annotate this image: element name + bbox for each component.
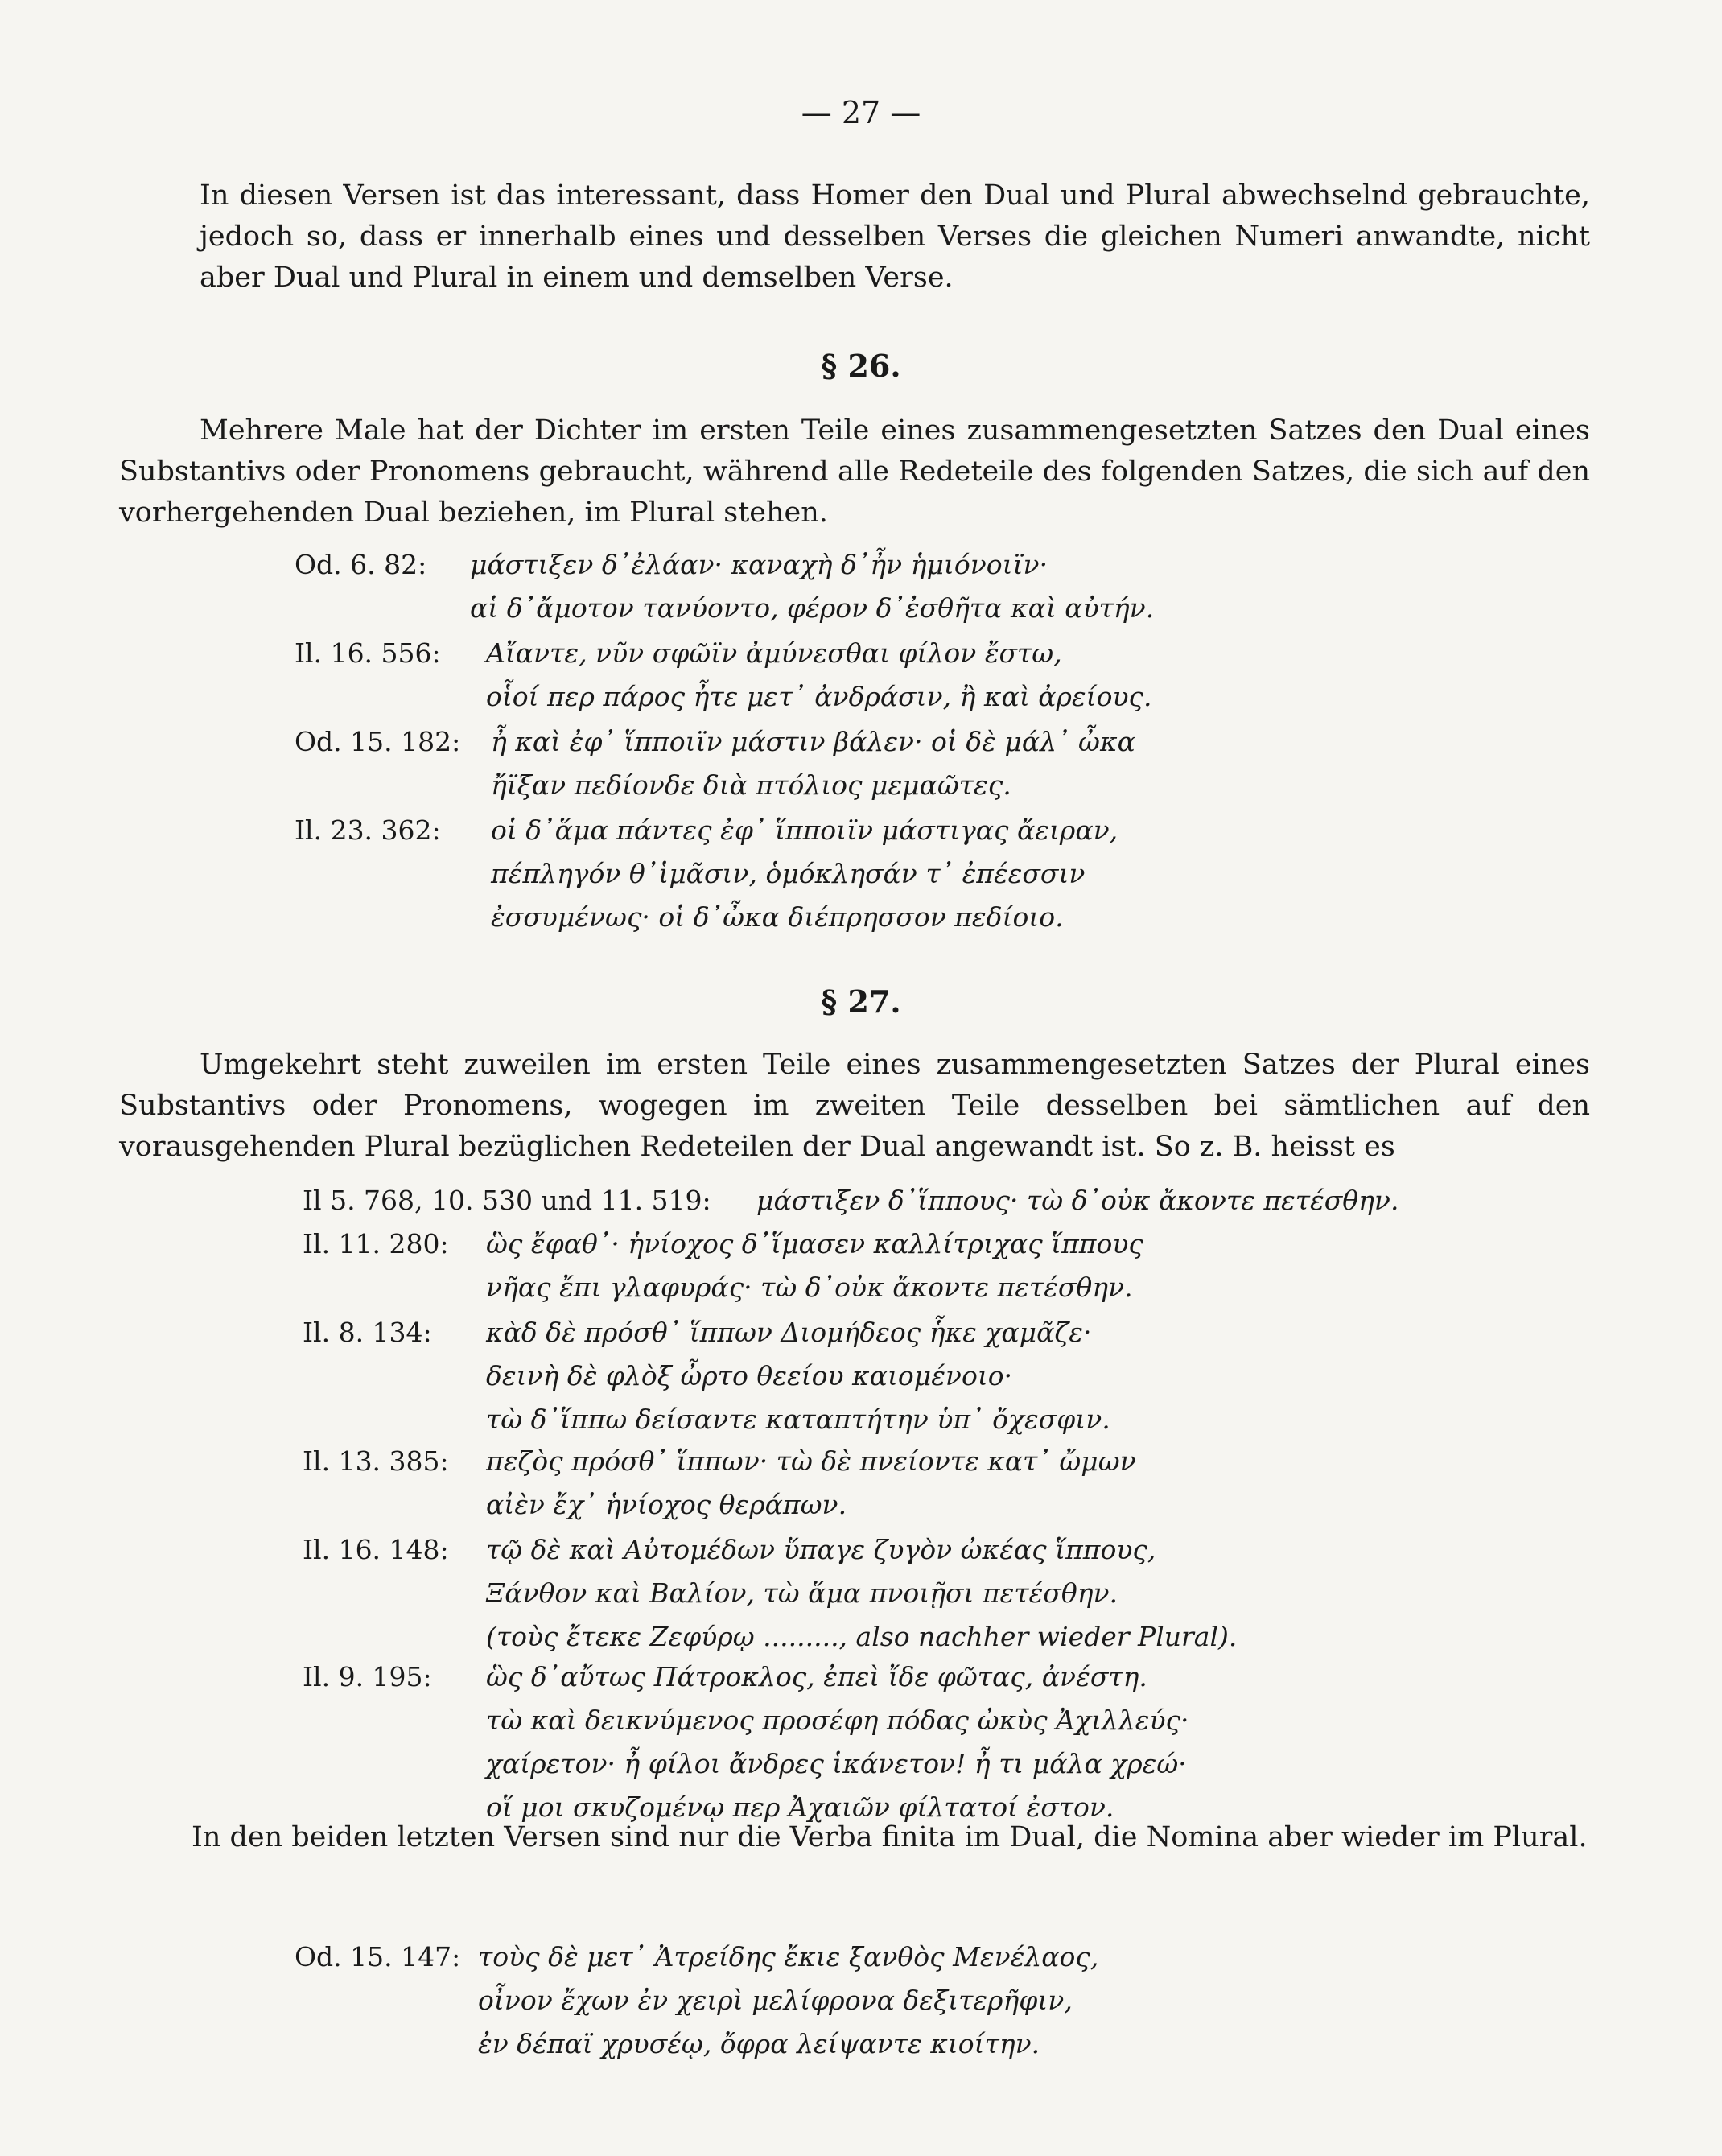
verse-line: χαίρετον· ἦ φίλοι ἄνδρες ἱκάνετον! ἦ τι μάλα χρεώ· xyxy=(486,1748,1187,1779)
section-26-heading: § 26. xyxy=(821,348,901,384)
verse-reference: Il. 11. 280: xyxy=(303,1228,449,1259)
page-number: — 27 — xyxy=(801,95,921,130)
verse-line: αἱ δ᾽ἄμοτον τανύοντο, φέρον δ᾽ἐσθῆτα καὶ αὐτήν. xyxy=(470,592,1155,624)
section-27-paragraph: Umgekehrt steht zuweilen im ersten Teile eines zusammengesetzten Satzes der Plural eines Substantivs oder Pronomens, wogegen im zweiten Teile desselben bei sämtlichen auf den vorausgehenden Plural bezüglichen Redeteilen der Dual angewandt ist. So z. B. heisst es xyxy=(119,1049,1590,1163)
verse-line: μάστιξεν δ᾽ἐλάαν· καναχὴ δ᾽ἦν ἡμιόνοιϊν· xyxy=(470,549,1048,580)
verse-line: τὼ καὶ δεικνύμενος προσέφη πόδας ὠκὺς Ἀχιλλεύς· xyxy=(486,1705,1189,1736)
verse-line: οἶνον ἔχων ἐν χειρὶ μελίφρονα δεξιτερῆφιν, xyxy=(478,1985,1073,2016)
verse-reference: Il. 9. 195: xyxy=(303,1661,432,1692)
verse-line: τοὺς δὲ μετ᾽ Ἀτρείδης ἔκιε ξανθὸς Μενέλαος, xyxy=(478,1941,1099,1973)
verse-line: οἵ μοι σκυζομένῳ περ Ἀχαιῶν φίλτατοί ἐστον. xyxy=(486,1791,1114,1823)
verse-line: αἰὲν ἔχ᾽ ἡνίοχος θεράπων. xyxy=(486,1489,847,1520)
verse-reference: Il. 13. 385: xyxy=(303,1445,449,1477)
verse-line: Ξάνθον καὶ Βαλίον, τὼ ἅμα πνοιῇσι πετέσθην. xyxy=(486,1577,1118,1609)
verse-line: οἱ δ᾽ἅμα πάντες ἐφ᾽ ἵπποιϊν μάστιγας ἄειραν, xyxy=(491,814,1118,846)
verse-line: Αἴαντε, νῦν σφῶϊν ἀμύνεσθαι φίλον ἔστω, xyxy=(486,637,1062,669)
verse-line: κὰδ δὲ πρόσθ᾽ ἵππων Διομήδεος ἧκε χαμᾶζε· xyxy=(486,1317,1092,1348)
verse-reference: Od. 6. 82: xyxy=(295,549,427,580)
verse-reference: Il 5. 768, 10. 530 und 11. 519: xyxy=(303,1185,711,1216)
verse-line: μάστιξεν δ᾽ἵππους· τὼ δ᾽οὐκ ἄκοντε πετέσθην. xyxy=(756,1185,1399,1216)
verse-line: ἦ καὶ ἐφ᾽ ἵπποιϊν μάστιν βάλεν· οἱ δὲ μάλ᾽ ὦκα xyxy=(491,726,1135,757)
verse-reference: Od. 15. 147: xyxy=(295,1941,461,1973)
verse-line: (τοὺς ἔτεκε Ζεφύρῳ ........., also nachher wieder Plural). xyxy=(486,1621,1238,1652)
verse-reference: Il. 16. 556: xyxy=(295,637,441,669)
verse-line: πέπληγόν θ᾽ἱμᾶσιν, ὁμόκλησάν τ᾽ ἐπέεσσιν xyxy=(491,858,1086,889)
section-27-heading: § 27. xyxy=(821,983,901,1020)
verse-line: νῆας ἔπι γλαφυράς· τὼ δ᾽οὐκ ἄκοντε πετέσθην. xyxy=(486,1272,1133,1303)
verse-line: οἷοί περ πάρος ἦτε μετ᾽ ἀνδράσιν, ἢ καὶ ἀρείους. xyxy=(486,681,1152,712)
closing-paragraph: In den beiden letzten Versen sind nur die Verba finita im Dual, die Nomina aber wieder im Plural. xyxy=(192,1821,1588,1853)
verse-line: ἐν δέπαϊ χρυσέῳ, ὄφρα λείψαντε κιοίτην. xyxy=(478,2028,1040,2059)
verse-reference: Il. 16. 148: xyxy=(303,1534,449,1565)
verse-line: τὼ δ᾽ἵππω δείσαντε καταπτήτην ὑπ᾽ ὄχεσφιν. xyxy=(486,1404,1110,1435)
verse-reference: Il. 23. 362: xyxy=(295,814,441,846)
verse-reference: Od. 15. 182: xyxy=(295,726,461,757)
verse-line: ὣς δ᾽αὔτως Πάτροκλος, ἐπεὶ ἴδε φῶτας, ἀνέστη. xyxy=(486,1661,1147,1692)
verse-line: ἤϊξαν πεδίονδε διὰ πτόλιος μεμαῶτες. xyxy=(491,769,1011,801)
verse-reference: Il. 8. 134: xyxy=(303,1317,432,1348)
verse-line: ἐσσυμένως· οἱ δ᾽ὦκα διέπρησσον πεδίοιο. xyxy=(491,901,1064,933)
section-26-paragraph: Mehrere Male hat der Dichter im ersten Teile eines zusammengesetzten Satzes den Dual eines Substantivs oder Pronomens gebraucht, während alle Redeteile des folgenden Satzes, die sich auf den vorhergehenden Dual beziehen, im Plural stehen. xyxy=(119,414,1590,529)
verse-line: πεζὸς πρόσθ᾽ ἵππων· τὼ δὲ πνείοντε κατ᾽ ὤμων xyxy=(486,1445,1136,1477)
verse-line: ὣς ἔφαθ᾽· ἡνίοχος δ᾽ἵμασεν καλλίτριχας ἵππους xyxy=(486,1228,1143,1259)
verse-line: τῷ δὲ καὶ Αὐτομέδων ὕπαγε ζυγὸν ὠκέας ἵππους, xyxy=(486,1534,1156,1565)
verse-line: δεινὴ δὲ φλὸξ ὦρτο θεείου καιομένοιο· xyxy=(486,1360,1013,1391)
intro-paragraph: In diesen Versen ist das interessant, dass Homer den Dual und Plural abwechselnd gebrauchte, jedoch so, dass er innerhalb eines und desselben Verses die gleichen Numeri anwandte, nicht aber Dual und Plural in einem und demselben Verse. xyxy=(200,179,1590,294)
